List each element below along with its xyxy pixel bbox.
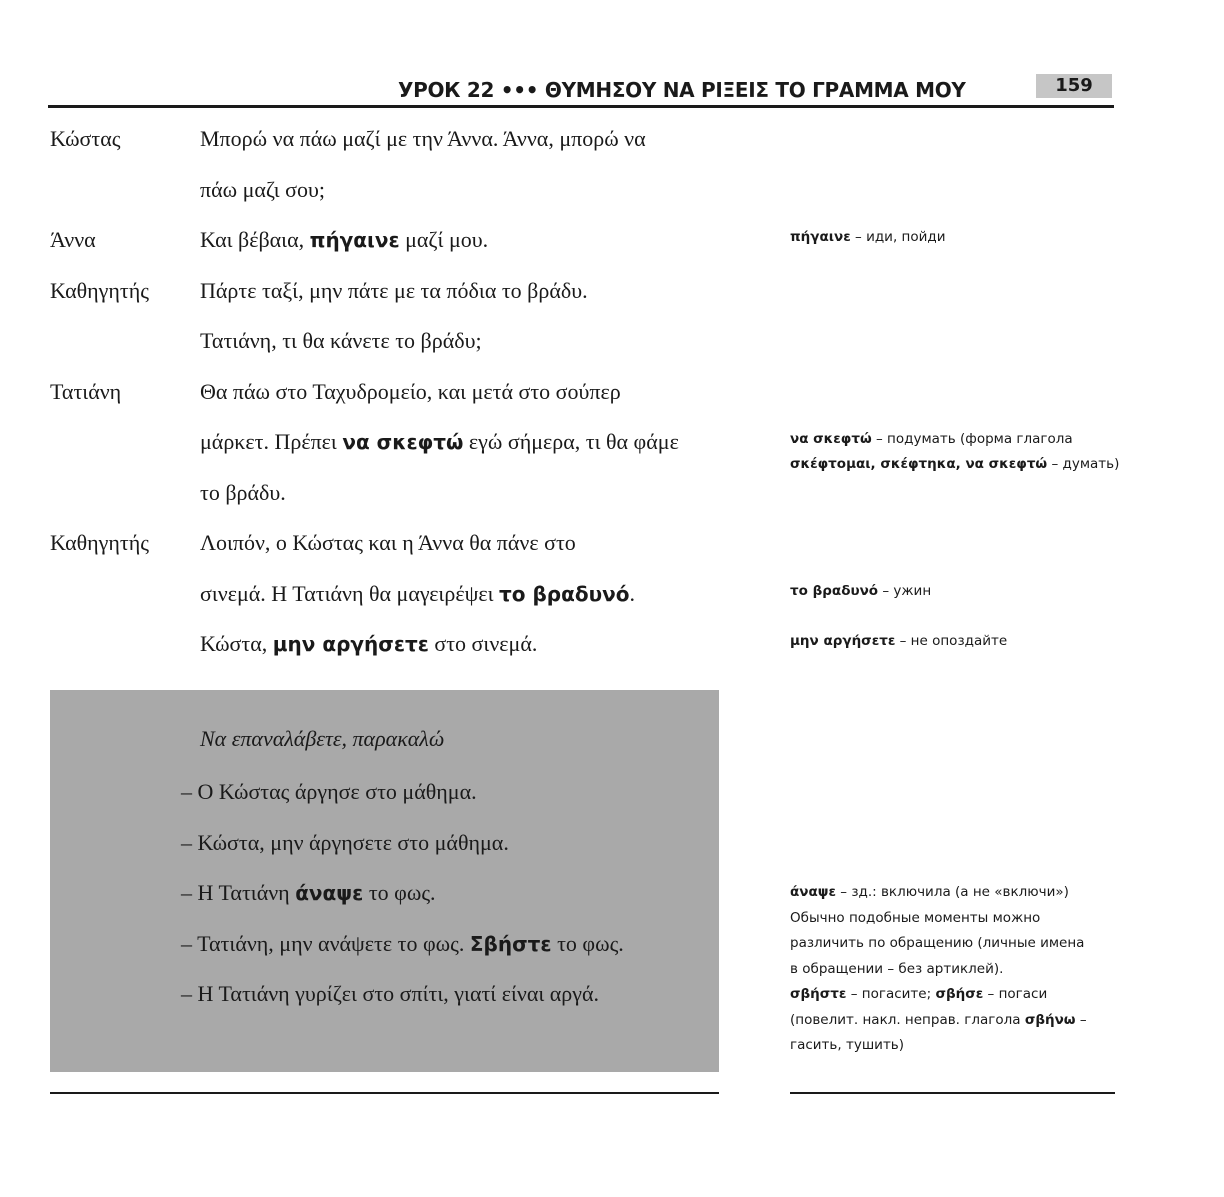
speech-text (200, 518, 576, 568)
grammar-note-line (790, 1033, 1120, 1059)
text-run: – погаси (983, 986, 1048, 1002)
text-run: – подумать (форма глагола (871, 431, 1073, 447)
speech-text (200, 569, 635, 619)
grammar-note-line (790, 906, 1120, 932)
speech-text (200, 417, 679, 467)
dialogue-line (50, 619, 750, 670)
speaker-name: Άννα (50, 227, 96, 252)
speech-text (200, 215, 488, 265)
dialogue-line (50, 316, 750, 367)
text-run: – (1075, 1011, 1087, 1028)
grammar-note-line (790, 931, 1120, 957)
grammar-note-line (790, 1008, 1120, 1034)
bold-term: σβήσε (935, 986, 984, 1002)
vocabulary-note (790, 629, 1007, 654)
text-run: – погасите; (846, 986, 936, 1002)
dialogue-line (50, 114, 750, 165)
grammar-note-line (790, 957, 1120, 983)
text-run: – Κώστα, μην άργησετε στο μάθημα. (181, 829, 509, 855)
speech-text (200, 619, 537, 669)
bold-term: άναψε (295, 881, 364, 905)
vocabulary-note (790, 427, 1073, 452)
bold-term: άναψε (790, 884, 836, 900)
text-run: Λοιπόν, ο Κώστας και η Άννα θα πάνε στο (200, 530, 576, 555)
exercise-line (181, 981, 599, 1007)
text-run: Μπορώ να πάω μαζί με την Άννα. Άννα, μπορώ να (200, 126, 646, 151)
text-run: μαζί μου. (399, 227, 489, 252)
dialogue-line (50, 165, 750, 216)
dialogue-line (50, 569, 750, 620)
text-run: . (629, 580, 635, 606)
vocabulary-note (790, 579, 931, 604)
text-run: гасить, тушить) (790, 1037, 905, 1053)
speech-text (200, 316, 482, 366)
speaker-name: Τατιάνη (50, 378, 122, 404)
dialogue-line (50, 367, 750, 418)
text-run: – Η Τατιάνη (181, 880, 296, 905)
bold-term: Σβήστε (469, 931, 552, 956)
bold-term: μην αργήσετε (790, 633, 896, 649)
text-run: в обращении – без артиклей). (790, 960, 1004, 977)
grammar-note-line (790, 880, 1120, 906)
dialogue-line (50, 468, 750, 519)
bold-term: σκέφτομαι, σκέφτηκα, να σκεφτώ (790, 456, 1048, 473)
text-run: – не опоздайте (895, 633, 1008, 649)
exercise-box (50, 690, 719, 1072)
bold-term: να σκεφτώ (790, 431, 872, 447)
text-run: το φως. (363, 880, 436, 905)
text-run: Τατιάνη, τι θα κάνετε το βράδυ; (200, 328, 482, 353)
text-run: σινεμά. Η Τατιάνη θα μαγειρέψει (200, 580, 499, 606)
text-run: μάρκετ. Πρέπει (200, 429, 343, 454)
bold-term: σβήστε (790, 986, 847, 1002)
text-run: – Η Τατιάνη γυρίζει στο σπίτι, γιατί είναι αργά. (181, 981, 600, 1006)
text-run: – Τατιάνη, μην ανάψετε το φως. (181, 930, 470, 956)
exercise-line (181, 779, 477, 805)
speech-text (200, 165, 325, 215)
page-header (48, 74, 1114, 104)
bottom-rule-right (790, 1092, 1115, 1094)
dialogue-line (50, 215, 750, 266)
text-run: различить по обращению (личные имена (790, 935, 1085, 951)
bold-term: το βραδυνό (790, 582, 879, 599)
dialogue-line (50, 417, 750, 468)
speech-text (200, 367, 621, 417)
text-run: – иди, пойди (850, 229, 946, 245)
text-run: στο σινεμά. (428, 631, 538, 656)
bold-term: πήγαινε (309, 228, 400, 252)
text-run: Κώστα, (200, 631, 273, 656)
speech-text (200, 114, 646, 164)
exercise-line (181, 931, 624, 957)
text-run: – думать) (1047, 456, 1120, 473)
bold-term: να σκεφτώ (342, 430, 464, 454)
bold-term: το βραδυνό (499, 581, 630, 606)
text-run: εγώ σήμερα, τι θα φάμε (463, 429, 679, 454)
speech-text (200, 266, 588, 316)
speaker-name: Καθηγητής (50, 277, 149, 303)
text-run: (повелит. накл. неправ. глагола (790, 1011, 1025, 1028)
bottom-rule-left (50, 1092, 719, 1094)
bold-term: σβήνω (1024, 1011, 1076, 1028)
bold-term: μην αργήσετε (272, 632, 429, 656)
text-run: – Ο Κώστας άργησε στο μάθημα. (181, 779, 477, 804)
page-number: 159 (1036, 74, 1112, 98)
speaker-name: Κώστας (50, 126, 121, 151)
exercise-line (181, 880, 436, 906)
bold-term: πήγαινε (790, 229, 851, 245)
exercise-line (181, 830, 509, 856)
speaker-name: Καθηγητής (50, 530, 149, 555)
exercise-title: Να επαναλάβετε, παρακαλώ (200, 726, 445, 751)
text-run: Και βέβαια, (200, 227, 310, 252)
dialogue-line (50, 266, 750, 317)
dialogue (50, 114, 750, 670)
vocabulary-note (790, 452, 1119, 477)
lesson-title: УРОК 22 ••• ΘΥΜΗΣΟΥ ΝΑ ΡΙΞΕΙΣ ΤΟ ΓΡΑΜΜΑ ΜΟΥ (398, 78, 966, 102)
text-run: Обычно подобные моменты можно (790, 909, 1041, 926)
text-run: πάω μαζι σου; (200, 176, 326, 202)
text-run: το βράδυ. (200, 479, 286, 505)
text-run: το φως. (551, 930, 624, 956)
text-run: Θα πάω στο Ταχυδρομείο, και μετά στο σούπερ (200, 378, 621, 404)
text-run: Πάρτε ταξί, μην πάτε με τα πόδια το βράδυ. (200, 277, 588, 303)
text-run: – зд.: включила (а не «включи») (835, 884, 1069, 900)
vocabulary-note (790, 225, 946, 250)
speech-text (200, 468, 286, 518)
text-run: – ужин (878, 582, 932, 599)
grammar-note (790, 880, 1120, 1059)
header-rule (48, 105, 1114, 108)
dialogue-line (50, 518, 750, 569)
grammar-note-line (790, 982, 1120, 1008)
